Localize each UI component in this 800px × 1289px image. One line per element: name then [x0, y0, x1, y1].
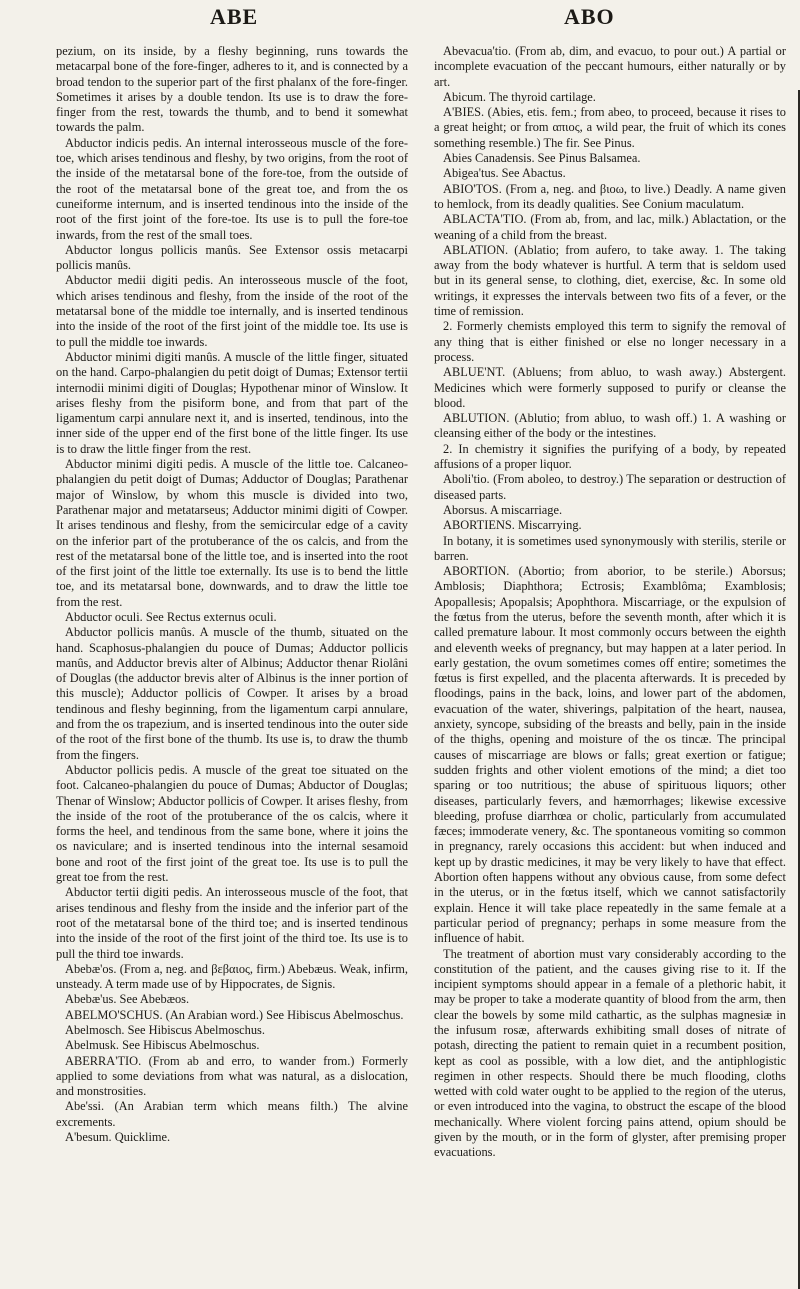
entry-paragraph: Abductor pollicis manûs. A muscle of the thumb, situated on the hand. Scaphosus-phalangien du pouce of Dumas; Adductor pollicis manûs, and Adductor brevis alter of Albinus; Adductor thenar Riolâni of Douglas (the adductor brevis alter of Albinus is the inner portion of this muscle); Adductor pollicis of Cowper. It arises by a broad tendinous and fleshy beginning, from the ligamentum carpi annulare, and from the os trapezium, and is inserted tendinous into the outer side of the root of the first bone of the thumb. Its use is, to draw the thumb from the fingers. — [56, 625, 408, 762]
entry-paragraph: Abelmosch. See Hibiscus Abelmoschus. — [65, 1023, 265, 1037]
entry-paragraph: ABLATION. (Ablatio; from aufero, to take away. 1. The taking away from the body whatever is hurtful. A term that is seldom used but in its general sense, to clothing, diet, exercise, &c. In some old writings, it expresses the intervals between two fits of a fever, or the time of remission. — [434, 242, 786, 319]
entry-paragraph: Abductor indicis pedis. An internal interosseous muscle of the fore-toe, which arises tendinous and fleshy, by two origins, from the root of the inside of the metatarsal bone of the fore-toe, from the outside of the root of the metatarsal bone of the great toe, and from the os cuneiforme internum, and is inserted tendinous into the inside of the root of the first joint of the fore-toe. Its use is to pull the fore-toe inwards, from the rest of the small toes. — [56, 135, 408, 242]
entry-paragraph: ABLACTA'TIO. (From ab, from, and lac, milk.) Ablactation, or the weaning of a child from the breast. — [434, 212, 786, 242]
entry-paragraph: Abductor minimi digiti pedis. A muscle of the little toe. Calcaneo-phalangien du petit doigt of Dumas; Adductor of Douglas; Parathenar major of Winslow, by whom this muscle is divided into two, Parathenar major and metatarseus; Adductor minimi digiti of Cowper. It arises tendinous and fleshy, from the semicircular edge of a cavity on the inferior part of the protuberance of the os calcis, and from the rest of the metatarsal bone of the little toe, and is inserted into the root of the first joint of the little toe externally. Its use is to bend the little toe, and its metatarsal bone, downwards, and to draw the little toe from the rest. — [56, 457, 408, 609]
entry-paragraph: Abigea'tus. See Abactus. — [443, 166, 566, 181]
entry-paragraph: ABORTIENS. Miscarrying. — [443, 518, 582, 533]
entry-paragraph: 2. Formerly chemists employed this term to signify the removal of any thing that is either finished or else no longer necessary in a process. — [434, 319, 786, 364]
entry-paragraph: Aboli'tio. (From aboleo, to destroy.) The separation or destruction of diseased parts. — [434, 472, 786, 502]
entry-paragraph: Abductor medii digiti pedis. An interosseous muscle of the foot, which arises tendinous and fleshy, from the inside of the root of the metatarsal bone of the middle toe internally, and is inserted tendinous into the inside of the root of the first joint of the middle toe. Its use is to pull the middle toe inwards. — [56, 273, 408, 349]
entry-paragraph: Abelmusk. See Hibiscus Abelmoschus. — [65, 1038, 260, 1053]
entry-paragraph: In botany, it is sometimes used synonymously with sterilis, sterile or barren. — [434, 533, 786, 563]
entry-paragraph: Abductor longus pollicis manûs. See Extensor ossis metacarpi pollicis manûs. — [56, 242, 408, 273]
entry-paragraph: A'besum. Quicklime. — [65, 1130, 171, 1145]
running-head — [0, 0, 800, 40]
entry-paragraph: Aborsus. A miscarriage. — [443, 502, 563, 517]
entry-paragraph: Abebæ'us. See Abebæos. — [65, 992, 190, 1007]
running-head-left: ABE — [210, 4, 259, 29]
entry-paragraph: Abductor pollicis pedis. A muscle of the great toe situated on the foot. Calcaneo-phalangien du pouce of Dumas; Abductor of Douglas; Thenar of Winslow; Abductor pollicis of Cowper. It arises fleshy, from the inside of the root of the protuberance of the os calcis, where it forms the heel, and tendinous from the same bone, where it joins the os naviculare; and is inserted tendinous into the internal sesamoid bone and root of the first joint of the great toe. Its use is to pull the great toe from the rest. — [56, 762, 408, 885]
right-column — [434, 44, 786, 1161]
entry-paragraph: ABELMO'SCHUS. (An Arabian word.) See Hibiscus Abelmoschus. — [65, 1007, 404, 1022]
entry-paragraph: pezium, on its inside, by a fleshy beginning, runs towards the metacarpal bone of the fore-finger, adheres to it, and is connected by a broad tendon to the superior part of the first phalanx of the fore-finger. Sometimes it arises by a double tendon. Its use is to draw the fore-finger from the rest, towards the thumb, and to bend it somewhat towards the palm. — [56, 44, 408, 135]
entry-paragraph: Abe'ssi. (An Arabian term which means filth.) The alvine excrements. — [56, 1099, 408, 1129]
left-column — [56, 44, 408, 1145]
entry-paragraph: Abicum. The thyroid cartilage. — [443, 89, 596, 104]
entry-paragraph: Abevacua'tio. (From ab, dim, and evacuo, to pour out.) A partial or incomplete evacuation of the peccant humours, either naturally or by art. — [434, 44, 786, 89]
entry-paragraph: A'BIES. (Abies, etis. fem.; from abeo, to proceed, because it rises to a great height; or from απιος, a wild pear, the fruit of which its cones something resemble.) The fir. See Pinus. — [434, 105, 786, 150]
entry-paragraph: Abductor minimi digiti manûs. A muscle of the little finger, situated on the hand. Carpo-phalangien du petit doigt of Dumas; Extensor tertii internodii minimi digiti of Douglas; Hypothenar minor of Winslow. It arises fleshy from the pisiform bone, and from that part of the ligamentum carpi annulare next it, and is inserted, tendinous, into the inner side of the upper end of the first bone of the little finger. Its use is to draw the little finger from the rest. — [56, 349, 408, 456]
entry-paragraph: Abductor tertii digiti pedis. An interosseous muscle of the foot, that arises tendinous and fleshy from the inside and the inferior part of the root of the metatarsal bone of the third toe; and is inserted tendinous into the inside of the root of the first joint of the third toe. Its use is to pull the third toe inwards. — [56, 885, 408, 961]
entry-paragraph: 2. In chemistry it signifies the purifying of a body, by repeated affusions of a proper liquor. — [434, 441, 786, 472]
entry-paragraph: ABLUE'NT. (Abluens; from abluo, to wash away.) Abstergent. Medicines which were formerly supposed to purify or cleanse the blood. — [434, 365, 786, 410]
entry-paragraph: ABORTION. (Abortio; from aborior, to be sterile.) Aborsus; Amblosis; Diaphthora; Ectrosis; Examblôma; Examblosis; Apopallesis; Apopalsis; Apophthora. Miscarriage, or the expulsion of the fœtus from the uterus, before the seventh month, after which it is called premature labour. It most commonly occurs between the eighth and eleventh weeks of pregnancy, but may happen at a later period. In early gestation, the ovum sometimes comes off entire; sometimes the fœtus is first expelled, and the placenta afterwards. It is preceded by floodings, pains in the back, loins, and lower part of the abdomen, evacuation of the water, shiverings, palpitation of the heart, nausea, anxiety, syncope, subsiding of the breasts and belly, pain in the inside of the thighs, opening and moisture of the os tincæ. The principal causes of miscarriage are blows or falls; great exertion or fatigue; sudden frights and other violent emotions of the mind; a diet too sparing or too nutritious; the abuse of spirituous liquors; other diseases, particularly fevers, and hæmorrhages; likewise excessive bleeding, profuse diarrhœa or cholic, particularly from accumulated fæces; immoderate venery, &c. The spontaneous vomiting so common in pregnancy, rarely occasions this accident: but when induced and kept up by drastic medicines, it may be very likely to have that effect. Abortion often happens without any obvious cause, from some defect in the uterus, or in the fœtus itself, which we cannot satisfactorily explain. Hence it will take place repeatedly in the same female at a particular period of pregnancy; perhaps in some measure from the influence of habit. — [434, 564, 786, 946]
entry-paragraph: The treatment of abortion must vary considerably according to the constitution of the patient, and the causes giving rise to it. If the incipient symptoms should appear in a female of a plethoric habit, it may be proper to take a moderate quantity of blood from the arm, then clear the bowels by some mild cathartic, as the sulphas magnesiæ in the infusum rosæ, afterwards exhibiting small doses of nitrate of potash, directing the patient to remain quiet in a recumbent position, kept as cool as possible, with a low diet, and the antiphlogistic regimen in other respects. Should there be much flooding, cloths wetted with cold water ought to be applied to the region of the uterus, or even introduced into the vagina, to obstruct the escape of the blood mechanically. Where violent forcing pains attend, opium should be given by the mouth, or in the form of glyster, after premising proper evacuations. — [434, 946, 786, 1160]
entry-paragraph: Abies Canadensis. See Pinus Balsamea. — [443, 151, 641, 166]
entry-paragraph: ABIO'TOS. (From a, neg. and βιοω, to live.) Deadly. A name given to hemlock, from its deadly qualities. See Conium maculatum. — [434, 181, 786, 211]
entry-paragraph: ABLUTION. (Ablutio; from abluo, to wash off.) 1. A washing or cleansing either of the body or the intestines. — [434, 411, 786, 441]
entry-paragraph: Abebæ'os. (From a, neg. and βεβαιος, firm.) Abebæus. Weak, infirm, unsteady. A term made use of by Hippocrates, de Signis. — [56, 961, 408, 992]
entry-paragraph: ABERRA'TIO. (From ab and erro, to wander from.) Formerly applied to some deviations from what was natural, as a dislocation, and monstrosities. — [56, 1053, 408, 1099]
entry-paragraph: Abductor oculi. See Rectus externus oculi. — [65, 609, 277, 624]
running-head-right: ABO — [564, 4, 615, 29]
